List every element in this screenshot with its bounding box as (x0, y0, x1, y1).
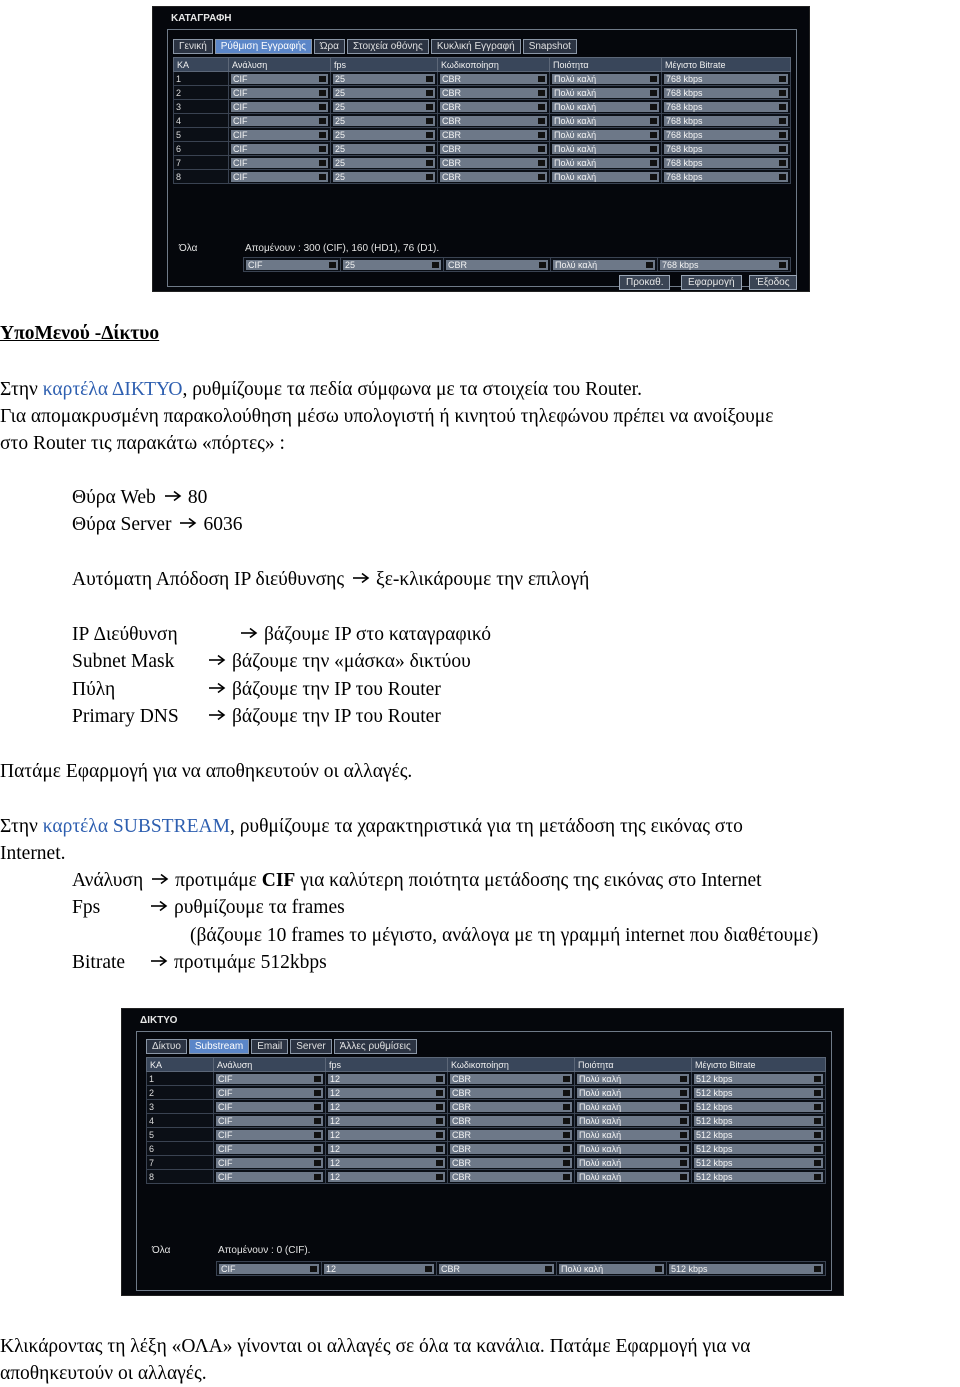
resolution-line: Ανάλυση προτιμάμε CIF για καλύτερη ποιότητα μετάδοσης της εικόνας στο Internet (72, 870, 762, 891)
chevron-down-icon (814, 1076, 821, 1082)
tab-general[interactable]: Γενική (173, 39, 213, 54)
tab-substream[interactable]: Substream (189, 1039, 249, 1054)
resolution-select[interactable]: CIF (216, 1088, 323, 1098)
encoding-select[interactable]: CBR (440, 88, 547, 98)
quality-select[interactable]: Πολύ καλή (577, 1158, 689, 1168)
network-tab-name: καρτέλα ΔΙΚΤΥΟ (42, 379, 183, 400)
table-row (174, 156, 791, 170)
fps-select[interactable]: 25 (333, 102, 435, 112)
arrow-right-icon (179, 517, 197, 529)
col-encoding: Κωδικοποίηση (448, 1058, 575, 1072)
chevron-down-icon (538, 146, 545, 152)
tab-network[interactable]: Δίκτυο (146, 1039, 187, 1054)
bitrate-select[interactable]: 768 kbps (664, 172, 788, 182)
fps-line: Fps ρυθμίζουμε τα frames (72, 897, 345, 918)
chevron-down-icon (563, 1174, 570, 1180)
chevron-down-icon (563, 1118, 570, 1124)
bitrate-select[interactable]: 512 kbps (694, 1074, 823, 1084)
chevron-down-icon (426, 104, 433, 110)
chevron-down-icon (538, 174, 545, 180)
chevron-down-icon (814, 1160, 821, 1166)
table-row (147, 1170, 826, 1184)
fps-select[interactable]: 12 (328, 1144, 445, 1154)
tab-email[interactable]: Email (251, 1039, 288, 1054)
chevron-down-icon (680, 1132, 687, 1138)
arrow-right-icon (150, 955, 168, 967)
chevron-down-icon (436, 1118, 443, 1124)
chevron-down-icon (650, 146, 657, 152)
table-row (174, 128, 791, 142)
chevron-down-icon (650, 104, 657, 110)
col-fps: fps (326, 1058, 448, 1072)
quality-select[interactable]: Πολύ καλή (577, 1088, 689, 1098)
chevron-down-icon (314, 1132, 321, 1138)
quality-select[interactable]: Πολύ καλή (552, 144, 659, 154)
dhcp-line: Αυτόματη Απόδοση IP διεύθυνσης ξε-κλικάρουμε την επιλογή (72, 569, 590, 590)
all-label[interactable]: Όλα (152, 1245, 171, 1256)
chevron-down-icon (538, 132, 545, 138)
encoding-select[interactable]: CBR (450, 1172, 572, 1182)
quality-select[interactable]: Πολύ καλή (552, 116, 659, 126)
col-resolution: Ανάλυση (229, 58, 331, 72)
resolution-select[interactable]: CIF (216, 1172, 323, 1182)
arrow-right-icon (208, 682, 226, 694)
col-resolution: Ανάλυση (214, 1058, 326, 1072)
col-bitrate: Μέγιστο Bitrate (662, 58, 791, 72)
channel-number: 6 (176, 143, 182, 154)
chevron-down-icon (814, 1174, 821, 1180)
web-port-line: Θύρα Web 80 (72, 487, 208, 508)
table-row (147, 1142, 826, 1156)
all-row (243, 257, 791, 272)
tab-server[interactable]: Server (290, 1039, 331, 1054)
quality-select[interactable]: Πολύ καλή (577, 1172, 689, 1182)
chevron-down-icon (779, 132, 786, 138)
chevron-down-icon (314, 1146, 321, 1152)
chevron-down-icon (319, 132, 326, 138)
bitrate-select[interactable]: 768 kbps (664, 130, 788, 140)
tab-time[interactable]: Ώρα (314, 39, 345, 54)
arrow-right-icon (352, 572, 370, 584)
resolution-select[interactable]: CIF (231, 74, 328, 84)
net-tabs (146, 1039, 417, 1054)
chevron-down-icon (436, 1104, 443, 1110)
chevron-down-icon (680, 1104, 687, 1110)
chevron-down-icon (426, 76, 433, 82)
col-bitrate: Μέγιστο Bitrate (692, 1058, 826, 1072)
chevron-down-icon (680, 1090, 687, 1096)
chevron-down-icon (426, 160, 433, 166)
chevron-down-icon (680, 1174, 687, 1180)
resolution-select[interactable]: CIF (216, 1158, 323, 1168)
chevron-down-icon (319, 174, 326, 180)
chevron-down-icon (314, 1104, 321, 1110)
chevron-down-icon (680, 1076, 687, 1082)
table-row (147, 1156, 826, 1170)
chevron-down-icon (426, 118, 433, 124)
fps-select[interactable]: 12 (328, 1172, 445, 1182)
recording-table (173, 57, 791, 184)
bitrate-select[interactable]: 768 kbps (664, 144, 788, 154)
quality-select[interactable]: Πολύ καλή (552, 88, 659, 98)
chevron-down-icon (779, 90, 786, 96)
apply-button[interactable]: Εφαρμογή (681, 275, 742, 290)
chevron-down-icon (314, 1174, 321, 1180)
all-resolution-select[interactable]: CIF (246, 260, 338, 270)
encoding-select[interactable]: CBR (450, 1158, 572, 1168)
bitrate-line: Bitrate προτιμάμε 512kbps (72, 952, 327, 973)
bitrate-select[interactable]: 768 kbps (664, 74, 788, 84)
arrow-right-icon (240, 627, 258, 639)
chevron-down-icon (650, 90, 657, 96)
chevron-down-icon (814, 1146, 821, 1152)
table-row (174, 100, 791, 114)
fps-select[interactable]: 25 (333, 144, 435, 154)
fps-select[interactable]: 12 (328, 1158, 445, 1168)
encoding-select[interactable]: CBR (450, 1102, 572, 1112)
col-quality: Ποιότητα (575, 1058, 692, 1072)
chevron-down-icon (319, 160, 326, 166)
server-port-line: Θύρα Server 6036 (72, 514, 243, 535)
col-channel: ΚΑ (174, 58, 229, 72)
panel-title: ΔΙΚΤΥΟ (140, 1015, 178, 1026)
quality-select[interactable]: Πολύ καλή (577, 1074, 689, 1084)
bitrate-select[interactable]: 768 kbps (664, 88, 788, 98)
subnet-mask-line: Subnet Mask βάζουμε την «μάσκα» δικτύου (72, 651, 471, 672)
chevron-down-icon (650, 76, 657, 82)
chevron-down-icon (314, 1160, 321, 1166)
bitrate-select[interactable]: 512 kbps (694, 1088, 823, 1098)
chevron-down-icon (426, 90, 433, 96)
apply-note: Πατάμε Εφαρμογή για να αποθηκευτούν οι αλλαγές. (0, 761, 413, 782)
encoding-select[interactable]: CBR (440, 158, 547, 168)
network-tab-paragraph: Στην καρτέλα ΔΙΚΤΥΟ, ρυθμίζουμε τα πεδία σύμφωνα με τα στοιχεία του Router. (0, 379, 642, 400)
ip-address-line: IP Διεύθυνση βάζουμε IP στο καταγραφικό (72, 624, 492, 645)
tab-snapshot[interactable]: Snapshot (523, 39, 577, 54)
footer-line-1: Κλικάροντας τη λέξη «ΟΛΑ» γίνονται οι αλλαγές σε όλα τα κανάλια. Πατάμε Εφαρμογή για να (0, 1336, 751, 1357)
fps-select[interactable]: 25 (333, 158, 435, 168)
table-row (147, 1100, 826, 1114)
table-row (174, 170, 791, 184)
quality-select[interactable]: Πολύ καλή (552, 74, 659, 84)
table-row (174, 86, 791, 100)
channel-number: 4 (149, 1115, 155, 1126)
table-row (174, 72, 791, 86)
chevron-down-icon (538, 118, 545, 124)
all-fps-select[interactable]: 12 (324, 1264, 434, 1274)
channel-number: 5 (176, 129, 182, 140)
col-channel: ΚΑ (147, 1058, 214, 1072)
bitrate-select[interactable]: 768 kbps (664, 102, 788, 112)
resolution-select[interactable]: CIF (216, 1130, 323, 1140)
rec-tabs (173, 39, 577, 54)
channel-number: 5 (149, 1129, 155, 1140)
fps-select[interactable]: 12 (328, 1088, 445, 1098)
fps-select[interactable]: 12 (328, 1102, 445, 1112)
all-bitrate-select[interactable]: 512 kbps (669, 1264, 823, 1274)
quality-select[interactable]: Πολύ καλή (577, 1102, 689, 1112)
chevron-down-icon (563, 1146, 570, 1152)
remaining-capacity: Απομένουν : 0 (CIF). (218, 1245, 311, 1256)
chevron-down-icon (314, 1090, 321, 1096)
encoding-select[interactable]: CBR (450, 1130, 572, 1140)
fps-select[interactable]: 12 (328, 1130, 445, 1140)
fps-select[interactable]: 25 (333, 172, 435, 182)
chevron-down-icon (563, 1090, 570, 1096)
ports-intro-line: στο Router τις παρακάτω «πόρτες» : (0, 433, 285, 454)
arrow-right-icon (164, 490, 182, 502)
resolution-select[interactable]: CIF (216, 1074, 323, 1084)
quality-select[interactable]: Πολύ καλή (552, 102, 659, 112)
resolution-select[interactable]: CIF (231, 130, 328, 140)
resolution-select[interactable]: CIF (231, 88, 328, 98)
chevron-down-icon (436, 1090, 443, 1096)
chevron-down-icon (779, 174, 786, 180)
table-row (147, 1072, 826, 1086)
substream-paragraph-end: Internet. (0, 843, 66, 864)
bitrate-select[interactable]: 512 kbps (694, 1158, 823, 1168)
table-row (174, 142, 791, 156)
channel-number: 3 (176, 101, 182, 112)
chevron-down-icon (779, 118, 786, 124)
all-resolution-select[interactable]: CIF (219, 1264, 319, 1274)
arrow-right-icon (151, 873, 169, 885)
chevron-down-icon (779, 160, 786, 166)
bitrate-select[interactable]: 512 kbps (694, 1172, 823, 1182)
col-quality: Ποιότητα (550, 58, 662, 72)
chevron-down-icon (426, 174, 433, 180)
chevron-down-icon (538, 104, 545, 110)
all-quality-select[interactable]: Πολύ καλή (559, 1264, 664, 1274)
chevron-down-icon (650, 132, 657, 138)
chevron-down-icon (563, 1076, 570, 1082)
tab-record-settings[interactable]: Ρύθμιση Εγγραφής (215, 39, 312, 54)
recording-settings-screenshot (152, 6, 810, 292)
arrow-right-icon (208, 709, 226, 721)
quality-select[interactable]: Πολύ καλή (552, 172, 659, 182)
chevron-down-icon (680, 1146, 687, 1152)
quality-select[interactable]: Πολύ καλή (552, 130, 659, 140)
chevron-down-icon (779, 146, 786, 152)
chevron-down-icon (814, 1118, 821, 1124)
bitrate-select[interactable]: 512 kbps (694, 1130, 823, 1140)
channel-number: 1 (176, 73, 182, 84)
chevron-down-icon (650, 118, 657, 124)
quality-select[interactable]: Πολύ καλή (577, 1130, 689, 1140)
chevron-down-icon (436, 1160, 443, 1166)
chevron-down-icon (426, 132, 433, 138)
all-bitrate-select[interactable]: 768 kbps (660, 260, 788, 270)
chevron-down-icon (319, 90, 326, 96)
fps-select[interactable]: 25 (333, 74, 435, 84)
table-row (147, 1114, 826, 1128)
resolution-select[interactable]: CIF (231, 116, 328, 126)
fps-select[interactable]: 25 (333, 88, 435, 98)
channel-number: 8 (176, 171, 182, 182)
quality-select[interactable]: Πολύ καλή (577, 1116, 689, 1126)
channel-number: 7 (149, 1157, 155, 1168)
resolution-select[interactable]: CIF (216, 1102, 323, 1112)
encoding-select[interactable]: CBR (440, 74, 547, 84)
chevron-down-icon (436, 1146, 443, 1152)
remote-viewing-line: Για απομακρυσμένη παρακολούθηση μέσω υπολογιστή ή κινητού τηλεφώνου πρέπει να ανοίξουμε (0, 406, 774, 427)
chevron-down-icon (436, 1132, 443, 1138)
all-fps-select[interactable]: 25 (343, 260, 441, 270)
chevron-down-icon (319, 118, 326, 124)
table-row (147, 1086, 826, 1100)
all-label[interactable]: Όλα (179, 243, 198, 254)
channel-number: 2 (149, 1087, 155, 1098)
chevron-down-icon (680, 1118, 687, 1124)
all-encoding-select[interactable]: CBR (439, 1264, 554, 1274)
channel-number: 7 (176, 157, 182, 168)
col-fps: fps (331, 58, 438, 72)
default-button[interactable]: Προκαθ. (619, 275, 670, 290)
chevron-down-icon (814, 1132, 821, 1138)
table-row (174, 114, 791, 128)
substream-table (146, 1057, 826, 1184)
all-quality-select[interactable]: Πολύ καλή (553, 260, 655, 270)
chevron-down-icon (538, 90, 545, 96)
tab-osd[interactable]: Στοιχεία οθόνης (347, 39, 429, 54)
bitrate-select[interactable]: 512 kbps (694, 1144, 823, 1154)
bitrate-select[interactable]: 512 kbps (694, 1102, 823, 1112)
channel-number: 3 (149, 1101, 155, 1112)
chevron-down-icon (319, 146, 326, 152)
quality-select[interactable]: Πολύ καλή (552, 158, 659, 168)
encoding-select[interactable]: CBR (450, 1116, 572, 1126)
encoding-select[interactable]: CBR (440, 116, 547, 126)
resolution-select[interactable]: CIF (216, 1116, 323, 1126)
chevron-down-icon (563, 1160, 570, 1166)
exit-button[interactable]: Έξοδος (749, 275, 797, 290)
bitrate-select[interactable]: 768 kbps (664, 158, 788, 168)
all-row (216, 1261, 826, 1276)
chevron-down-icon (319, 104, 326, 110)
chevron-down-icon (319, 76, 326, 82)
fps-note: (βάζουμε 10 frames το μέγιστο, ανάλογα με τη γραμμή internet που διαθέτουμε) (190, 925, 819, 946)
chevron-down-icon (650, 174, 657, 180)
fps-select[interactable]: 12 (328, 1074, 445, 1084)
resolution-select[interactable]: CIF (216, 1144, 323, 1154)
chevron-down-icon (779, 104, 786, 110)
all-encoding-select[interactable]: CBR (446, 260, 548, 270)
encoding-select[interactable]: CBR (440, 130, 547, 140)
chevron-down-icon (314, 1118, 321, 1124)
chevron-down-icon (680, 1160, 687, 1166)
chevron-down-icon (314, 1076, 321, 1082)
table-row (147, 1128, 826, 1142)
encoding-select[interactable]: CBR (450, 1088, 572, 1098)
resolution-select[interactable]: CIF (231, 158, 328, 168)
encoding-select[interactable]: CBR (440, 102, 547, 112)
substream-paragraph: Στην καρτέλα SUBSTREAM, ρυθμίζουμε τα χαρακτηριστικά για τη μετάδοση της εικόνας στο (0, 816, 743, 837)
chevron-down-icon (426, 146, 433, 152)
encoding-select[interactable]: CBR (450, 1144, 572, 1154)
chevron-down-icon (563, 1132, 570, 1138)
chevron-down-icon (814, 1104, 821, 1110)
fps-select[interactable]: 25 (333, 130, 435, 140)
col-encoding: Κωδικοποίηση (438, 58, 550, 72)
channel-number: 1 (149, 1073, 155, 1084)
chevron-down-icon (650, 160, 657, 166)
substream-tab-name: καρτέλα SUBSTREAM (42, 816, 230, 837)
gateway-line: Πύλη βάζουμε την IP του Router (72, 679, 441, 700)
encoding-select[interactable]: CBR (440, 172, 547, 182)
substream-settings-screenshot (121, 1008, 844, 1296)
chevron-down-icon (436, 1174, 443, 1180)
arrow-right-icon (150, 900, 168, 912)
primary-dns-line: Primary DNS βάζουμε την IP του Router (72, 706, 441, 727)
chevron-down-icon (814, 1090, 821, 1096)
encoding-select[interactable]: CBR (440, 144, 547, 154)
channel-number: 6 (149, 1143, 155, 1154)
bitrate-select[interactable]: 512 kbps (694, 1116, 823, 1126)
remaining-capacity: Απομένουν : 300 (CIF), 160 (HD1), 76 (D1). (245, 243, 440, 254)
resolution-select[interactable]: CIF (231, 144, 328, 154)
footer-line-2: αποθηκευτούν οι αλλαγές. (0, 1363, 207, 1384)
bitrate-select[interactable]: 768 kbps (664, 116, 788, 126)
encoding-select[interactable]: CBR (450, 1074, 572, 1084)
fps-select[interactable]: 25 (333, 116, 435, 126)
section-heading: ΥποΜενού -Δίκτυο (0, 323, 160, 344)
chevron-down-icon (779, 76, 786, 82)
resolution-select[interactable]: CIF (231, 172, 328, 182)
channel-number: 4 (176, 115, 182, 126)
channel-number: 8 (149, 1171, 155, 1182)
fps-select[interactable]: 12 (328, 1116, 445, 1126)
resolution-select[interactable]: CIF (231, 102, 328, 112)
tab-other-settings[interactable]: Άλλες ρυθμίσεις (334, 1039, 417, 1054)
quality-select[interactable]: Πολύ καλή (577, 1144, 689, 1154)
tab-cyclic[interactable]: Κυκλική Εγγραφή (431, 39, 521, 54)
arrow-right-icon (208, 654, 226, 666)
chevron-down-icon (436, 1076, 443, 1082)
chevron-down-icon (538, 160, 545, 166)
chevron-down-icon (538, 76, 545, 82)
channel-number: 2 (176, 87, 182, 98)
panel-title: ΚΑΤΑΓΡΑΦΗ (171, 13, 232, 24)
chevron-down-icon (563, 1104, 570, 1110)
